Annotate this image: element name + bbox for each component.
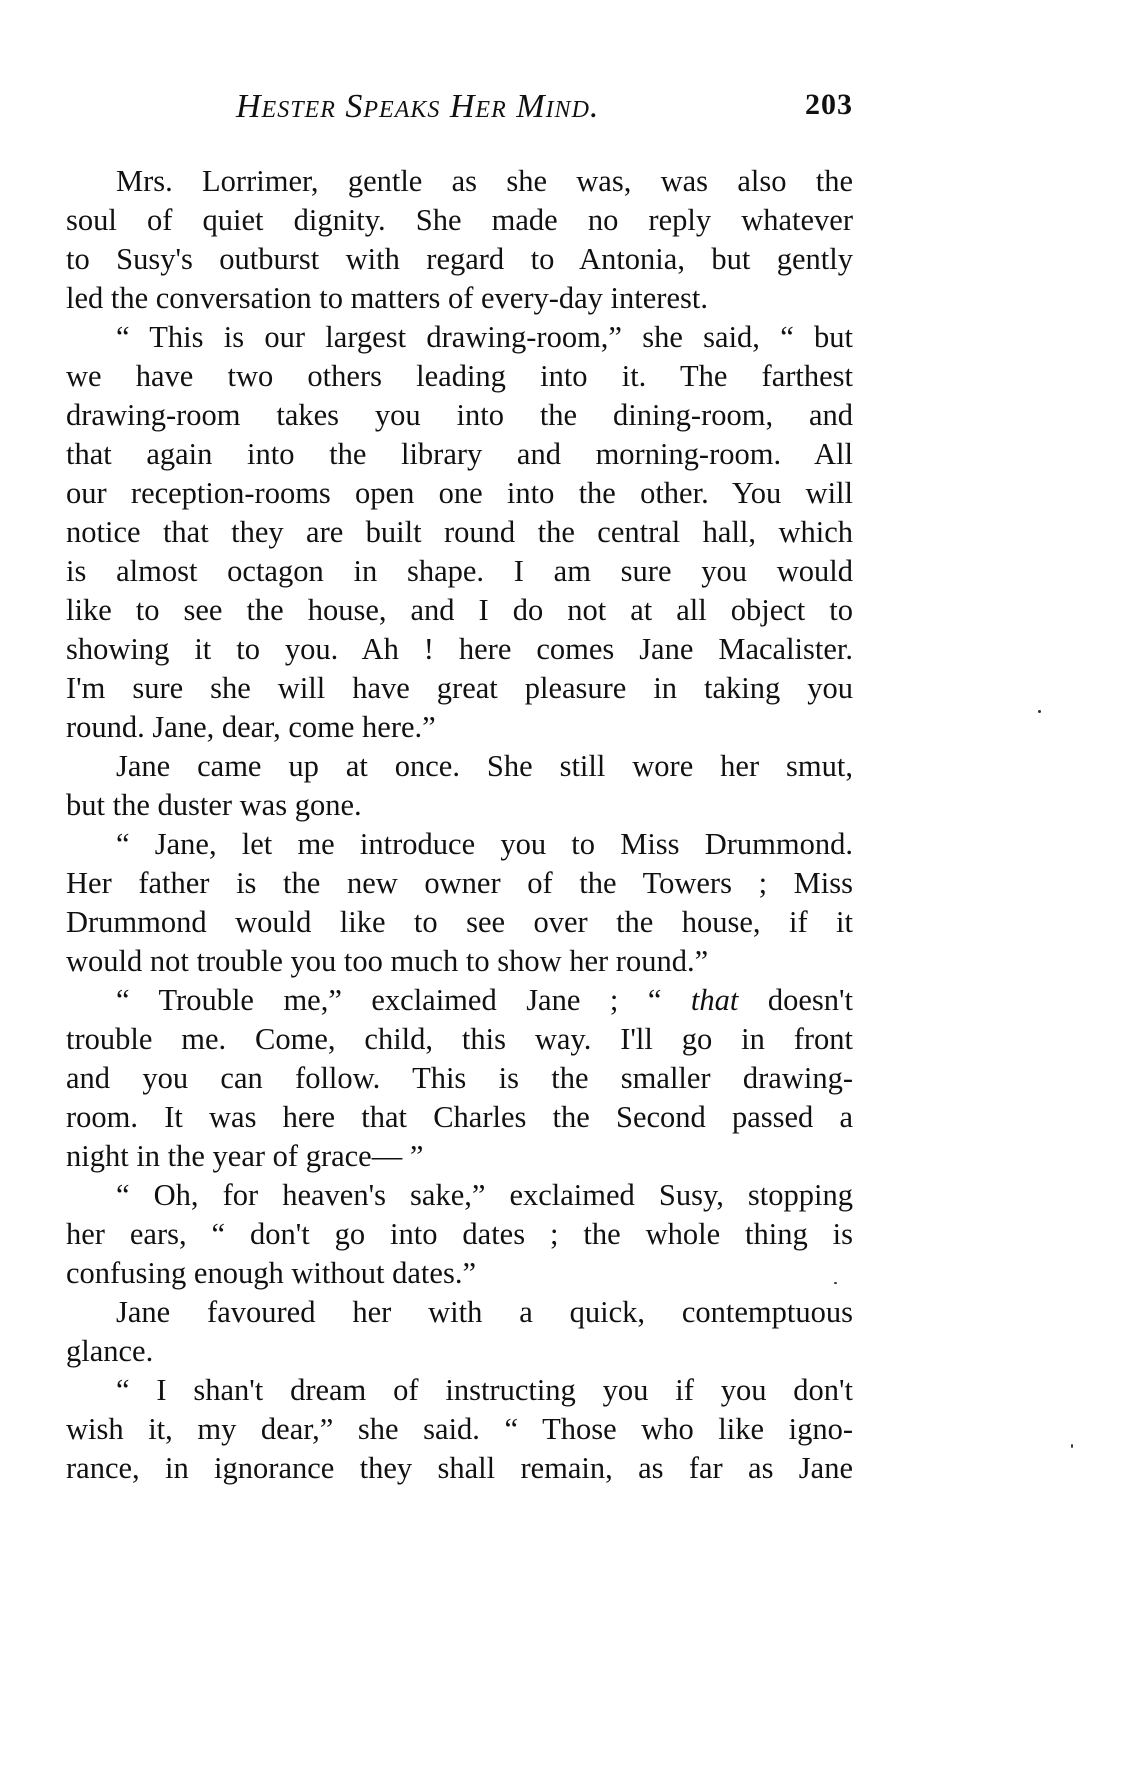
italic-emphasis: that [690, 983, 739, 1017]
quote-open: “ [647, 983, 691, 1017]
text-line: showing it to you. Ah ! here comes Jane Macalister. [66, 632, 853, 666]
text-line: to Susy's outburst with regard to Antonia, but gently [66, 242, 853, 276]
text-line: “ This is our largest drawing-room,” she said, “ but [116, 320, 853, 354]
text-line: Her father is the new owner of the Towers ; Miss [66, 866, 853, 900]
text-line: would not trouble you too much to show her round.” [66, 944, 709, 978]
text-line: trouble me. Come, child, this way. I'll go in front [66, 1022, 853, 1056]
text-line: notice that they are built round the central hall, which [66, 515, 853, 549]
text-line: rance, in ignorance they shall remain, as far as Jane [66, 1451, 853, 1485]
scan-speck [1038, 710, 1041, 713]
text-line: Drummond would like to see over the house, if it [66, 905, 853, 939]
text-line: Jane came up at once. She still wore her smut, [116, 749, 853, 783]
running-head [66, 88, 853, 132]
text-line: I'm sure she will have great pleasure in taking you [66, 671, 853, 705]
text-line: soul of quiet dignity. She made no reply whatever [66, 203, 853, 237]
text-line: our reception-rooms open one into the other. You will [66, 476, 853, 510]
text-line: “ Jane, let me introduce you to Miss Drummond. [116, 827, 853, 861]
text-segment: doesn't [738, 983, 853, 1017]
text-line: but the duster was gone. [66, 788, 362, 822]
text-line: and you can follow. This is the smaller drawing- [66, 1061, 853, 1095]
text-segment: “ Trouble me,” exclaimed Jane ; [116, 983, 619, 1017]
text-line: room. It was here that Charles the Second passed a [66, 1100, 853, 1134]
text-line: round. Jane, dear, come here.” [66, 710, 436, 744]
text-line: Jane favoured her with a quick, contemptuous [116, 1295, 853, 1329]
text-line: her ears, “ don't go into dates ; the whole thing is [66, 1217, 853, 1251]
text-line: “ I shan't dream of instructing you if you don't [116, 1373, 853, 1407]
text-line-with-italic [66, 981, 853, 1020]
body-text [66, 162, 853, 1488]
page-number: 203 [805, 88, 853, 121]
text-line: led the conversation to matters of every-day interest. [66, 281, 708, 315]
scan-speck [834, 1282, 837, 1284]
running-title: Hester Speaks Her Mind. [236, 88, 600, 125]
text-line: like to see the house, and I do not at all object to [66, 593, 853, 627]
text-line: is almost octagon in shape. I am sure you would [66, 554, 853, 588]
text-line: we have two others leading into it. The farthest [66, 359, 853, 393]
text-line: that again into the library and morning-room. All [66, 437, 853, 471]
text-line: glance. [66, 1334, 154, 1368]
text-line: wish it, my dear,” she said. “ Those who like igno- [66, 1412, 853, 1446]
text-line: night in the year of grace— ” [66, 1139, 424, 1173]
text-line: “ Oh, for heaven's sake,” exclaimed Susy, stopping [116, 1178, 853, 1212]
scan-speck [1071, 1444, 1073, 1448]
text-line: Mrs. Lorrimer, gentle as she was, was also the [116, 164, 853, 198]
text-line: confusing enough without dates.” [66, 1256, 476, 1290]
text-line: drawing-room takes you into the dining-room, and [66, 398, 853, 432]
